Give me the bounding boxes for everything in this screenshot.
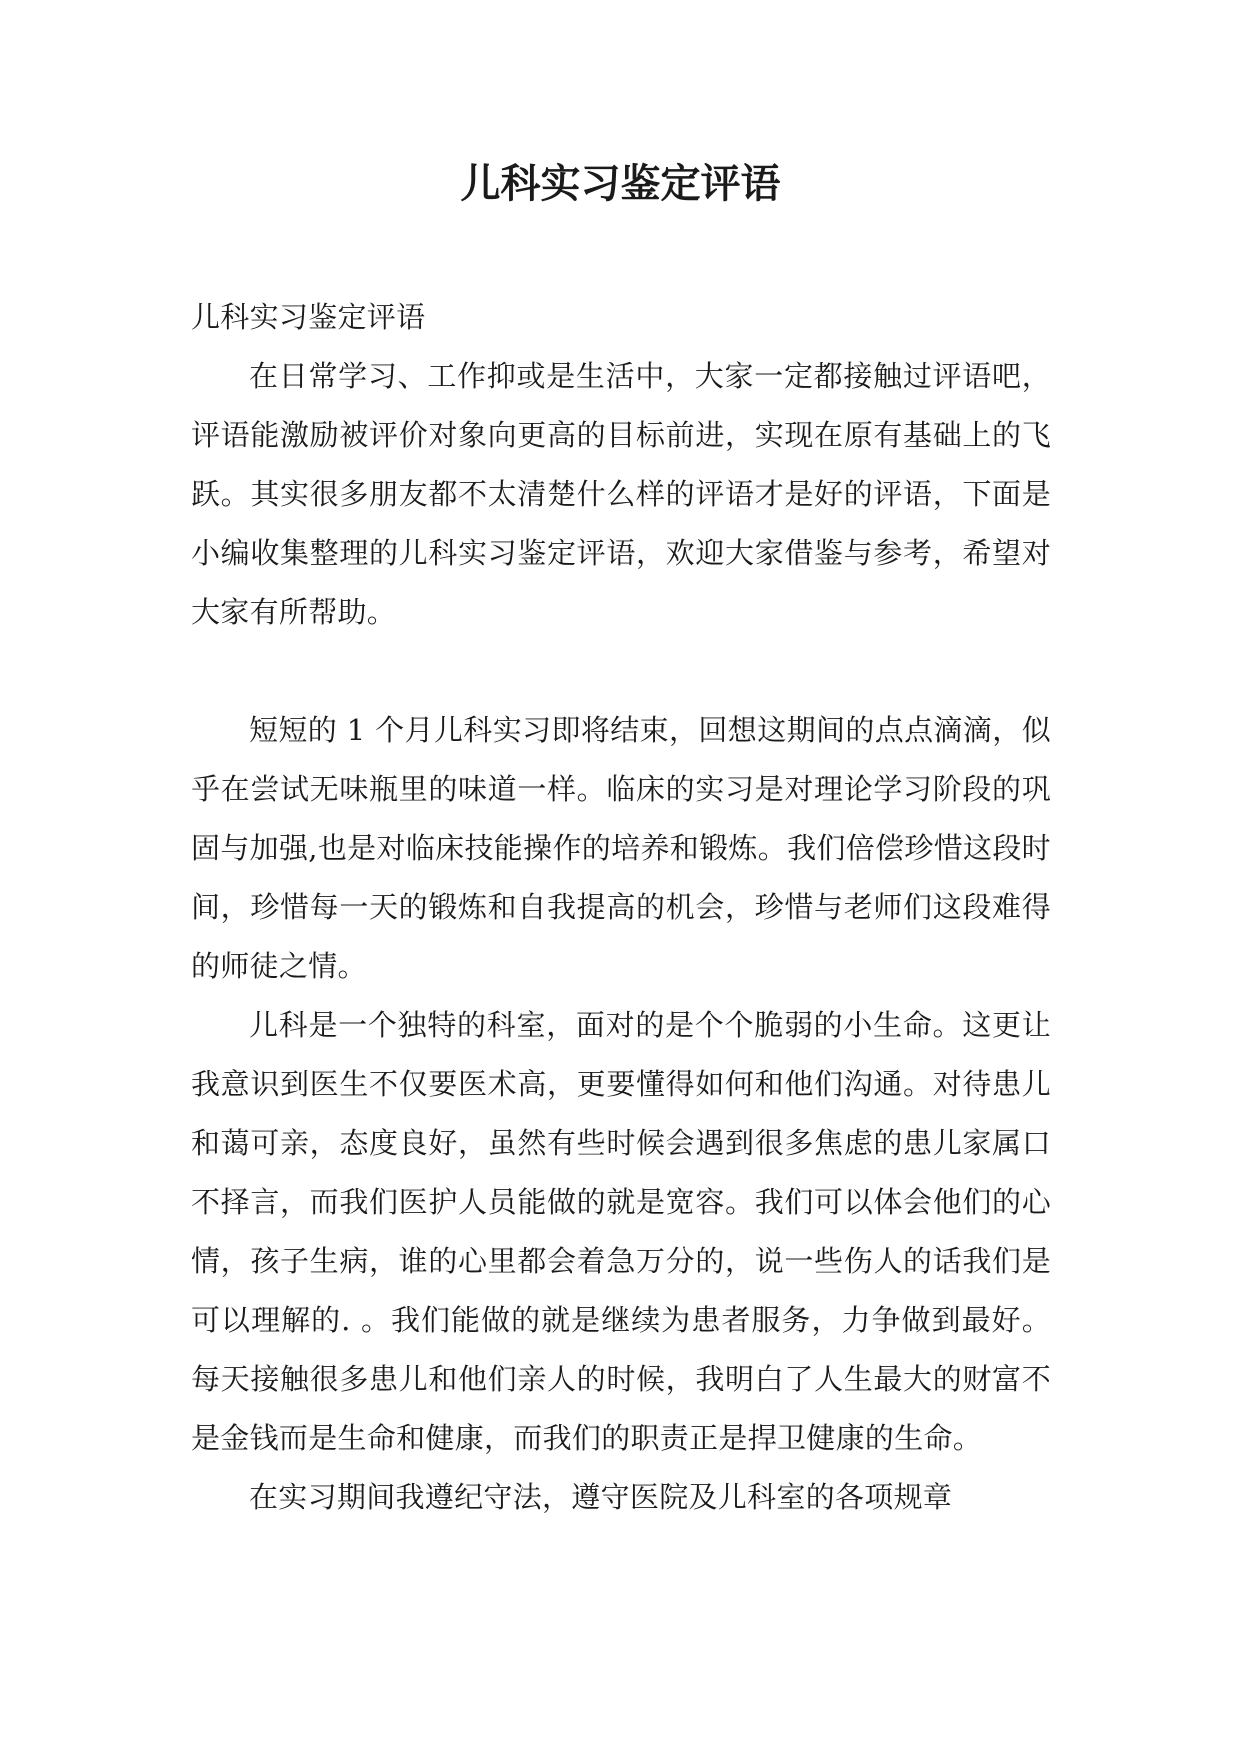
document-body <box>191 288 1051 1527</box>
body-paragraph-1: 短短的 1 个月儿科实习即将结束，回想这期间的点点滴滴，似乎在尝试无味瓶里的味道一样。临床的实习是对理论学习阶段的巩固与加强,也是对临床技能操作的培养和锻炼。我们倍偿珍惜这段时间，珍惜每一天的锻炼和自我提高的机会，珍惜与老师们这段难得的师徒之情。 <box>191 713 1051 983</box>
document-title: 儿科实习鉴定评语 <box>460 160 781 207</box>
body-paragraph-3: 在实习期间我遵纪守法，遵守医院及儿科室的各项规章 <box>249 1480 953 1514</box>
intro-paragraph: 在日常学习、工作抑或是生活中，大家一定都接触过评语吧，评语能激励被评价对象向更高的目标前进，实现在原有基础上的飞跃。其实很多朋友都不太清楚什么样的评语才是好的评语，下面是小编收集整理的儿科实习鉴定评语，欢迎大家借鉴与参考，希望对大家有所帮助。 <box>191 359 1051 629</box>
document-subtitle: 儿科实习鉴定评语 <box>191 300 426 334</box>
body-paragraph-2: 儿科是一个独特的科室，面对的是个个脆弱的小生命。这更让我意识到医生不仅要医术高，更要懂得如何和他们沟通。对待患儿和蔼可亲，态度良好，虽然有些时候会遇到很多焦虑的患儿家属口不择言，而我们医护人员能做的就是宽容。我们可以体会他们的心情，孩子生病，谁的心里都会着急万分的，说一些伤人的话我们是可以理解的. 。我们能做的就是继续为患者服务，力争做到最好。每天接触很多患儿和他们亲人的时候，我明白了人生最大的财富不是金钱而是生命和健康，而我们的职责正是捍卫健康的生命。 <box>191 1008 1051 1455</box>
paragraph-spacer <box>191 642 1051 701</box>
